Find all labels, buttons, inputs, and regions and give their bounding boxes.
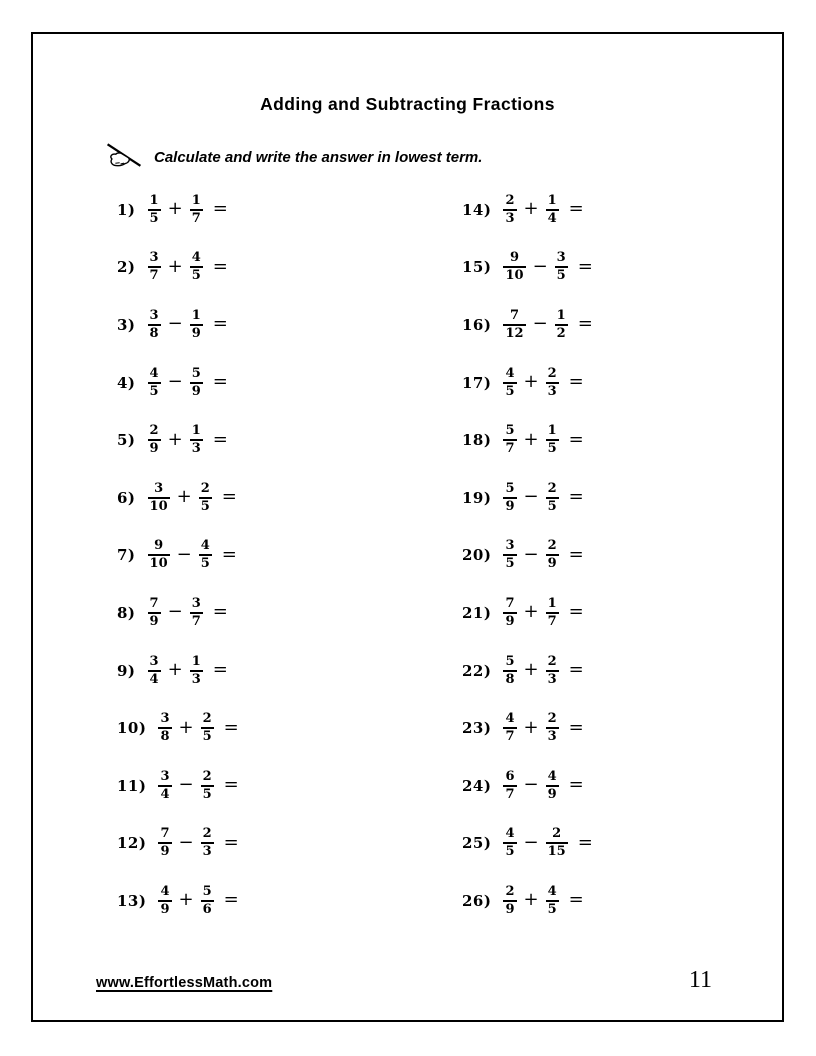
problem-number: 2) xyxy=(117,258,136,277)
denominator: 3 xyxy=(191,441,201,457)
denominator: 10 xyxy=(149,556,168,572)
numerator: 2 xyxy=(547,653,557,669)
equals-sign: = xyxy=(568,486,584,508)
denominator: 7 xyxy=(191,613,201,629)
denominator: 6 xyxy=(202,901,212,917)
problem-row xyxy=(117,354,462,412)
numerator: 4 xyxy=(191,250,201,266)
fraction-second xyxy=(546,423,559,457)
problem-row xyxy=(462,527,782,585)
instruction-row xyxy=(105,142,782,173)
fraction-second xyxy=(546,193,559,227)
denominator: 9 xyxy=(505,613,515,629)
problem-number: 15) xyxy=(462,258,492,277)
equals-sign: = xyxy=(577,313,593,335)
fraction-first xyxy=(148,654,161,688)
equals-sign: = xyxy=(568,659,584,681)
problem-number: 6) xyxy=(117,488,136,507)
fraction-second xyxy=(190,250,203,284)
denominator: 7 xyxy=(149,268,159,284)
operator-sign: − xyxy=(167,371,183,393)
fraction-first xyxy=(503,538,516,572)
problems-area xyxy=(33,181,782,930)
fraction-first xyxy=(148,538,170,572)
denominator: 9 xyxy=(191,383,201,399)
numerator: 1 xyxy=(191,423,201,439)
problem-number: 22) xyxy=(462,661,492,680)
fraction-first xyxy=(503,826,516,860)
equals-sign: = xyxy=(212,428,228,450)
numerator: 4 xyxy=(149,365,159,381)
fraction-second xyxy=(546,596,559,630)
denominator: 3 xyxy=(547,383,557,399)
numerator: 9 xyxy=(510,250,520,266)
fraction-first xyxy=(503,769,516,803)
denominator: 10 xyxy=(149,498,168,514)
fraction-second xyxy=(546,769,559,803)
denominator: 4 xyxy=(160,786,170,802)
numerator: 9 xyxy=(154,538,164,554)
numerator: 4 xyxy=(505,365,515,381)
numerator: 3 xyxy=(191,595,201,611)
writing-hand-icon xyxy=(105,142,143,173)
numerator: 5 xyxy=(191,365,201,381)
problem-number: 18) xyxy=(462,431,492,450)
fraction-second xyxy=(190,366,203,400)
denominator: 5 xyxy=(202,729,212,745)
fraction-first xyxy=(503,654,516,688)
equals-sign: = xyxy=(577,831,593,853)
operator-sign: + xyxy=(178,889,194,911)
problem-number: 11) xyxy=(117,776,147,795)
numerator: 2 xyxy=(552,826,562,842)
fraction-second xyxy=(555,250,568,284)
numerator: 4 xyxy=(160,883,170,899)
numerator: 2 xyxy=(547,365,557,381)
instruction-text: Calculate and write the answer in lowest term. xyxy=(154,149,483,166)
numerator: 5 xyxy=(202,883,212,899)
fraction-second xyxy=(201,711,214,745)
website-link[interactable]: www.EffortlessMath.com xyxy=(96,975,273,991)
numerator: 1 xyxy=(191,653,201,669)
denominator: 5 xyxy=(505,383,515,399)
operator-sign: − xyxy=(167,601,183,623)
problem-number: 20) xyxy=(462,546,492,565)
numerator: 1 xyxy=(547,192,557,208)
fraction-first xyxy=(503,481,516,515)
operator-sign: − xyxy=(523,486,539,508)
numerator: 3 xyxy=(149,653,159,669)
operator-sign: + xyxy=(176,486,192,508)
numerator: 1 xyxy=(547,595,557,611)
numerator: 4 xyxy=(200,538,210,554)
equals-sign: = xyxy=(223,716,239,738)
denominator: 7 xyxy=(547,613,557,629)
fraction-first xyxy=(503,884,516,918)
denominator: 9 xyxy=(160,901,170,917)
denominator: 3 xyxy=(202,844,212,860)
fraction-first xyxy=(158,711,171,745)
denominator: 7 xyxy=(191,210,201,226)
fraction-first xyxy=(148,308,161,342)
equals-sign: = xyxy=(221,543,237,565)
numerator: 3 xyxy=(505,538,515,554)
denominator: 5 xyxy=(547,901,557,917)
fraction-first xyxy=(503,193,516,227)
fraction-second xyxy=(201,884,214,918)
operator-sign: + xyxy=(167,198,183,220)
footer xyxy=(96,967,712,994)
fraction-first xyxy=(503,711,516,745)
problem-row xyxy=(117,815,462,873)
problem-number: 3) xyxy=(117,315,136,334)
fraction-first xyxy=(148,481,170,515)
equals-sign: = xyxy=(212,198,228,220)
problem-number: 1) xyxy=(117,200,136,219)
fraction-second xyxy=(201,826,214,860)
denominator: 7 xyxy=(505,786,515,802)
fraction-second xyxy=(555,308,568,342)
fraction-first xyxy=(158,826,171,860)
denominator: 7 xyxy=(505,729,515,745)
fraction-first xyxy=(503,250,525,284)
fraction-first xyxy=(503,423,516,457)
numerator: 6 xyxy=(505,768,515,784)
fraction-second xyxy=(190,423,203,457)
numerator: 5 xyxy=(505,480,515,496)
denominator: 5 xyxy=(505,844,515,860)
numerator: 2 xyxy=(505,883,515,899)
problem-row xyxy=(117,239,462,297)
problem-number: 24) xyxy=(462,776,492,795)
equals-sign: = xyxy=(223,774,239,796)
problem-row xyxy=(462,584,782,642)
page-number: 11 xyxy=(688,967,712,993)
problem-row xyxy=(117,757,462,815)
denominator: 12 xyxy=(505,325,524,341)
fraction-first xyxy=(158,884,171,918)
fraction-second xyxy=(546,884,559,918)
fraction-second xyxy=(546,538,559,572)
problem-number: 10) xyxy=(117,719,147,738)
numerator: 2 xyxy=(202,768,212,784)
problem-number: 25) xyxy=(462,834,492,853)
numerator: 2 xyxy=(505,192,515,208)
numerator: 1 xyxy=(556,307,566,323)
fraction-second xyxy=(190,308,203,342)
denominator: 8 xyxy=(160,729,170,745)
denominator: 9 xyxy=(149,613,159,629)
fraction-first xyxy=(148,366,161,400)
problem-number: 5) xyxy=(117,431,136,450)
equals-sign: = xyxy=(212,659,228,681)
denominator: 5 xyxy=(556,268,566,284)
page-title: Adding and Subtracting Fractions xyxy=(260,94,555,114)
problem-row xyxy=(117,872,462,930)
operator-sign: − xyxy=(532,313,548,335)
operator-sign: − xyxy=(532,255,548,277)
operator-sign: + xyxy=(167,428,183,450)
numerator: 4 xyxy=(547,768,557,784)
problem-row xyxy=(462,239,782,297)
problem-number: 8) xyxy=(117,603,136,622)
problem-number: 17) xyxy=(462,373,492,392)
operator-sign: + xyxy=(523,716,539,738)
problem-row xyxy=(462,872,782,930)
fraction-first xyxy=(148,596,161,630)
denominator: 5 xyxy=(505,556,515,572)
denominator: 3 xyxy=(505,210,515,226)
equals-sign: = xyxy=(223,889,239,911)
problems-column-left xyxy=(117,181,462,930)
problem-row xyxy=(117,296,462,354)
problem-number: 19) xyxy=(462,488,492,507)
problem-row xyxy=(117,181,462,239)
numerator: 2 xyxy=(202,711,212,727)
problem-number: 26) xyxy=(462,891,492,910)
problem-row xyxy=(117,527,462,585)
equals-sign: = xyxy=(221,486,237,508)
denominator: 5 xyxy=(200,556,210,572)
problem-row xyxy=(462,757,782,815)
numerator: 3 xyxy=(160,711,170,727)
operator-sign: + xyxy=(167,255,183,277)
problem-number: 12) xyxy=(117,834,147,853)
problem-number: 21) xyxy=(462,603,492,622)
numerator: 4 xyxy=(505,711,515,727)
denominator: 8 xyxy=(505,671,515,687)
fraction-second xyxy=(546,826,568,860)
equals-sign: = xyxy=(568,371,584,393)
equals-sign: = xyxy=(568,428,584,450)
problem-number: 23) xyxy=(462,719,492,738)
denominator: 4 xyxy=(149,671,159,687)
denominator: 3 xyxy=(547,671,557,687)
fraction-first xyxy=(148,250,161,284)
denominator: 5 xyxy=(191,268,201,284)
operator-sign: + xyxy=(523,428,539,450)
problem-row xyxy=(117,699,462,757)
problem-row xyxy=(117,469,462,527)
numerator: 3 xyxy=(149,307,159,323)
equals-sign: = xyxy=(212,601,228,623)
numerator: 2 xyxy=(200,480,210,496)
operator-sign: + xyxy=(523,659,539,681)
fraction-second xyxy=(199,538,212,572)
operator-sign: − xyxy=(523,774,539,796)
numerator: 7 xyxy=(149,595,159,611)
problem-number: 7) xyxy=(117,546,136,565)
fraction-second xyxy=(190,596,203,630)
denominator: 2 xyxy=(556,325,566,341)
problem-row xyxy=(117,411,462,469)
denominator: 8 xyxy=(149,325,159,341)
numerator: 2 xyxy=(202,826,212,842)
operator-sign: − xyxy=(178,774,194,796)
operator-sign: − xyxy=(523,831,539,853)
fraction-second xyxy=(190,193,203,227)
problem-row xyxy=(462,181,782,239)
denominator: 3 xyxy=(547,729,557,745)
denominator: 10 xyxy=(505,268,524,284)
worksheet-page xyxy=(31,32,784,1022)
problem-row xyxy=(462,815,782,873)
equals-sign: = xyxy=(212,255,228,277)
equals-sign: = xyxy=(212,371,228,393)
denominator: 9 xyxy=(160,844,170,860)
problem-number: 16) xyxy=(462,315,492,334)
denominator: 9 xyxy=(547,556,557,572)
numerator: 2 xyxy=(547,480,557,496)
denominator: 9 xyxy=(547,786,557,802)
denominator: 4 xyxy=(547,210,557,226)
denominator: 5 xyxy=(149,383,159,399)
problem-row xyxy=(462,296,782,354)
denominator: 5 xyxy=(202,786,212,802)
problem-row xyxy=(117,642,462,700)
denominator: 5 xyxy=(547,441,557,457)
numerator: 4 xyxy=(505,826,515,842)
problem-number: 9) xyxy=(117,661,136,680)
fraction-first xyxy=(503,596,516,630)
equals-sign: = xyxy=(577,255,593,277)
numerator: 7 xyxy=(510,307,520,323)
fraction-second xyxy=(546,366,559,400)
problem-row xyxy=(462,699,782,757)
fraction-first xyxy=(148,193,161,227)
fraction-first xyxy=(148,423,161,457)
numerator: 2 xyxy=(547,538,557,554)
fraction-first xyxy=(503,308,525,342)
denominator: 15 xyxy=(547,844,566,860)
problem-row xyxy=(462,354,782,412)
fraction-second xyxy=(546,711,559,745)
operator-sign: + xyxy=(523,371,539,393)
numerator: 5 xyxy=(505,653,515,669)
equals-sign: = xyxy=(568,889,584,911)
fraction-second xyxy=(546,481,559,515)
problem-row xyxy=(117,584,462,642)
problem-row xyxy=(462,642,782,700)
numerator: 7 xyxy=(160,826,170,842)
equals-sign: = xyxy=(212,313,228,335)
operator-sign: − xyxy=(176,543,192,565)
equals-sign: = xyxy=(223,831,239,853)
numerator: 1 xyxy=(149,192,159,208)
fraction-second xyxy=(201,769,214,803)
denominator: 3 xyxy=(191,671,201,687)
problem-row xyxy=(462,411,782,469)
denominator: 9 xyxy=(505,498,515,514)
equals-sign: = xyxy=(568,198,584,220)
numerator: 7 xyxy=(505,595,515,611)
numerator: 1 xyxy=(547,423,557,439)
numerator: 5 xyxy=(505,423,515,439)
operator-sign: − xyxy=(523,543,539,565)
denominator: 9 xyxy=(505,901,515,917)
numerator: 4 xyxy=(547,883,557,899)
numerator: 3 xyxy=(149,250,159,266)
operator-sign: + xyxy=(178,716,194,738)
fraction-second xyxy=(199,481,212,515)
problem-number: 13) xyxy=(117,891,147,910)
equals-sign: = xyxy=(568,601,584,623)
operator-sign: + xyxy=(523,889,539,911)
equals-sign: = xyxy=(568,543,584,565)
fraction-second xyxy=(546,654,559,688)
numerator: 3 xyxy=(160,768,170,784)
fraction-second xyxy=(190,654,203,688)
operator-sign: − xyxy=(178,831,194,853)
denominator: 5 xyxy=(547,498,557,514)
numerator: 2 xyxy=(547,711,557,727)
numerator: 2 xyxy=(149,423,159,439)
denominator: 5 xyxy=(149,210,159,226)
operator-sign: + xyxy=(167,659,183,681)
denominator: 5 xyxy=(200,498,210,514)
problem-row xyxy=(462,469,782,527)
numerator: 1 xyxy=(191,307,201,323)
equals-sign: = xyxy=(568,774,584,796)
problem-number: 14) xyxy=(462,200,492,219)
operator-sign: − xyxy=(167,313,183,335)
problem-number: 4) xyxy=(117,373,136,392)
numerator: 3 xyxy=(556,250,566,266)
fraction-first xyxy=(503,366,516,400)
operator-sign: + xyxy=(523,601,539,623)
fraction-first xyxy=(158,769,171,803)
operator-sign: + xyxy=(523,198,539,220)
denominator: 9 xyxy=(149,441,159,457)
denominator: 9 xyxy=(191,325,201,341)
numerator: 1 xyxy=(191,192,201,208)
numerator: 3 xyxy=(154,480,164,496)
equals-sign: = xyxy=(568,716,584,738)
problems-column-right xyxy=(462,181,782,930)
denominator: 7 xyxy=(505,441,515,457)
